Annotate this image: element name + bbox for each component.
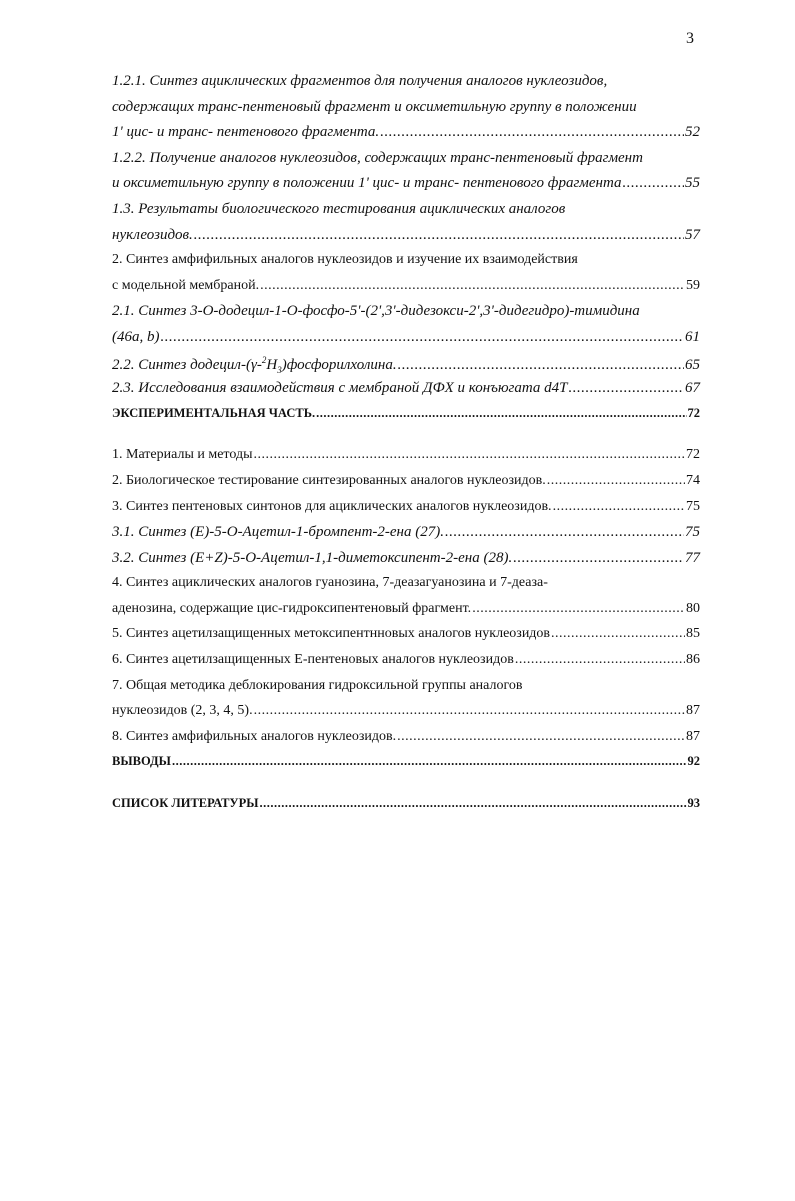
toc-entry-1-2-1-line2: содержащих транс-пентеновый фрагмент и оксиметильную группу в положении [112,98,637,115]
toc-entry-x1[interactable]: 1. Материалы и методы ..... 72 [112,447,700,473]
toc-page-number: 85 [686,626,700,642]
dot-leader [253,447,685,463]
toc-page-number: 57 [685,226,700,243]
toc-entry-x2[interactable]: 2. Биологическое тестирование синтезированных аналогов нуклеозидов. ..... 74 [112,473,700,499]
dot-leader [623,175,685,192]
toc-entry-x3-2[interactable]: 3.2. Синтез (E+Z)-5-О-Ацетил-1,1-диметоксипент-2-ена (28). ..... 77 [112,550,700,576]
toc-entry-x6[interactable]: 6. Синтез ацетилзащищенных E-пентеновых аналогов нуклеозидов ..... 86 [112,652,700,678]
toc-entry-x4-line1: 4. Синтез ациклических аналогов гуанозина, 7-деазагуанозина и 7-деаза- [112,575,548,591]
toc-page-number: 86 [686,652,700,668]
toc-entry-x3[interactable]: 3. Синтез пентеновых синтонов для ациклических аналогов нуклеозидов. ..... 75 [112,499,700,525]
toc-entry-1-2-1-line1: 1.2.1. Синтез ациклических фрагментов для получения аналогов нуклеозидов, [112,73,608,89]
toc-page-number: 72 [687,405,700,420]
page-number: 3 [686,30,694,47]
toc-entry-1-2-1[interactable]: 1' цис- и транс- пентенового фрагмента. ..... 52 [112,124,700,150]
toc-page-number: 87 [686,728,700,744]
toc-page-number: 80 [686,600,700,616]
toc-page-number: 93 [687,796,700,811]
toc-entry-experimental[interactable]: ЭКСПЕРИМЕНТАЛЬНАЯ ЧАСТЬ. ..... 72 [112,406,700,432]
toc-entry-1-3-line1: 1.3. Результаты биологического тестирования ациклических аналогов [112,200,566,217]
toc-entry-conclusions[interactable]: ВЫВОДЫ ..... 92 [112,754,700,780]
toc-entry-1-2-2-line1: 1.2.2. Получение аналогов нуклеозидов, содержащих транс-пентеновый фрагмент [112,149,643,166]
dot-leader [172,754,687,769]
dot-leader [194,227,684,244]
toc-entry-1-3[interactable]: нуклеозидов. ..... 57 [112,227,700,253]
toc-entry-x8[interactable]: 8. Синтез амфифильных аналогов нуклеозидов. ..... 87 [112,729,700,755]
toc-entry-x7-line1: 7. Общая методика деблокирования гидроксильной группы аналогов [112,677,523,693]
dot-leader [569,380,684,397]
toc-entry-2[interactable]: с модельной мембраной. ..... 59 [112,278,700,304]
toc-entry-x4[interactable]: аденозина, содержащие цис-гидроксипентеновый фрагмент. ..... 80 [112,601,700,627]
toc-entry-x7[interactable]: нуклеозидов (2, 3, 4, 5). ..... 87 [112,703,700,729]
toc-page-number: 77 [685,549,700,566]
toc-entry-2-1[interactable]: (46a, b) ..... 61 [112,329,700,355]
dot-leader [260,278,685,294]
toc-entry-x3-1[interactable]: 3.1. Синтез (E)-5-О-Ацетил-1-бромпент-2-ена (27). ..... 75 [112,524,700,550]
dot-leader [398,357,684,374]
toc-entry-2-2[interactable]: 2.2. Синтез додецил-$(\gamma-^2H_3)фосфорилхолина$. ..... 65 [112,355,700,381]
table-of-contents [112,73,700,822]
dot-leader [445,524,684,541]
dot-leader [472,601,685,617]
toc-page-number: 92 [687,754,700,769]
dot-leader [316,406,686,421]
toc-entry-x5[interactable]: 5. Синтез ацетилзащищенных метоксипентнновых аналогов нуклеозидов ..... 85 [112,626,700,652]
toc-page-number: 72 [686,447,700,463]
toc-entry-2-1-line1: 2.1. Синтез 3-О-додецил-1-О-фосфо-5'-(2',3'-дидезокси-2',3'-дидегидро)-тимидина [112,303,640,320]
toc-entry-1-2-2[interactable]: и оксиметильную группу в положении 1' цис- и транс- пентенового фрагмента ..... 55 [112,175,700,201]
toc-page-number: 52 [685,124,700,141]
dot-leader [551,626,685,642]
toc-page-number: 75 [685,524,700,541]
dot-leader [397,729,685,745]
dot-leader [513,550,684,567]
toc-page-number: 87 [686,703,700,719]
dot-leader [547,473,685,489]
dot-leader [380,124,684,141]
dot-leader [515,652,685,668]
toc-page-number: 67 [685,380,700,397]
dot-leader [553,499,685,515]
toc-page-number: 61 [685,328,700,345]
dot-leader [161,329,685,346]
toc-page-number: 65 [685,356,700,373]
dot-leader [254,703,685,719]
toc-page-number: 75 [686,498,700,514]
toc-page-number: 59 [686,277,700,293]
toc-page-number: 74 [686,472,700,488]
toc-entry-references[interactable]: СПИСОК ЛИТЕРАТУРЫ ..... 93 [112,796,700,822]
dot-leader [260,796,687,811]
toc-entry-2-line1: 2. Синтез амфифильных аналогов нуклеозидов и изучение их взаимодействия [112,252,578,268]
toc-entry-2-3[interactable]: 2.3. Исследования взаимодействия с мембраной ДФХ и конъюгата d4T ..... 67 [112,380,700,406]
toc-page-number: 55 [685,175,700,192]
